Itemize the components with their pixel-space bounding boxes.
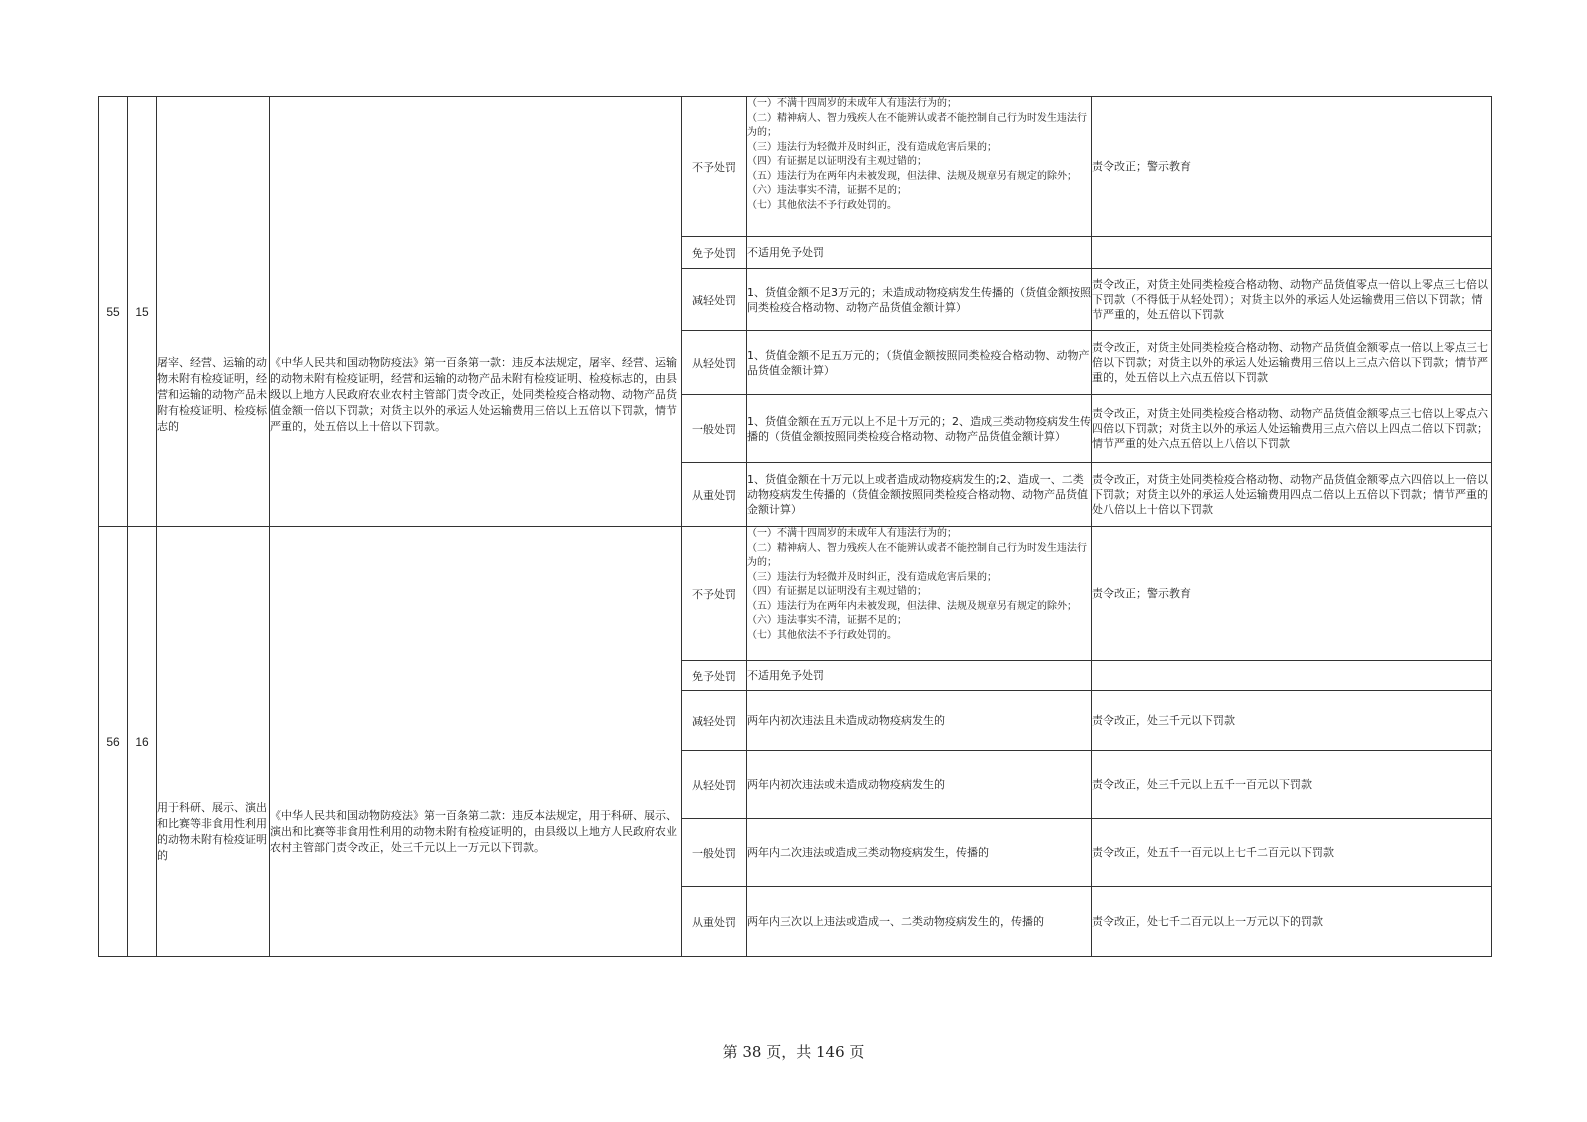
condition-cell: 1、货值金额在十万元以上或者造成动物疫病发生的;2、造成一、二类动物疫病发生传播的（货值金额按照同类检疫合格动物、动物产品货值金额计算） — [747, 463, 1092, 527]
condition-cell: 不适用免予处罚 — [747, 661, 1092, 691]
condition-cell: 两年内二次违法或造成三类动物疫病发生，传播的 — [747, 819, 1092, 887]
violation-name — [157, 97, 270, 527]
sub-number: 16 — [128, 527, 157, 957]
condition-line: （五）违法行为在两年内未被发现，但法律、法规及规章另有规定的除外； — [747, 170, 1077, 182]
violation-name-text: 用于科研、展示、演出和比赛等非食用性利用的动物未附有检疫证明的 — [157, 800, 267, 862]
penalty-cell: 责令改正，处三千元以上五千一百元以下罚款 — [1092, 751, 1492, 819]
level-label: 从重处罚 — [682, 463, 747, 527]
level-label: 一般处罚 — [682, 395, 747, 463]
condition-cell: 两年内初次违法或未造成动物疫病发生的 — [747, 751, 1092, 819]
condition-line: （七）其他依法不予行政处罚的。 — [747, 629, 897, 641]
condition-line: （三）违法行为轻微并及时纠正，没有造成危害后果的； — [747, 571, 997, 583]
condition-cell: 两年内三次以上违法或造成一、二类动物疫病发生的，传播的 — [747, 887, 1092, 957]
condition-line: （一）不满十四周岁的未成年人有违法行为的； — [747, 528, 957, 539]
level-label: 减轻处罚 — [682, 691, 747, 751]
condition-line: （二）精神病人、智力残疾人在不能辨认或者不能控制自己行为时发生违法行为的； — [747, 542, 1087, 568]
level-label: 不予处罚 — [682, 527, 747, 661]
legal-basis — [270, 97, 682, 527]
penalty-cell — [1092, 237, 1492, 269]
seq-number: 56 — [99, 527, 128, 957]
page-footer: 第 38 页，共 146 页 — [722, 1043, 865, 1061]
condition-line: （五）违法行为在两年内未被发现，但法律、法规及规章另有规定的除外； — [747, 600, 1077, 612]
level-label: 减轻处罚 — [682, 269, 747, 331]
seq-number: 55 — [99, 97, 128, 527]
table-row — [99, 97, 1492, 237]
condition-cell: 1、货值金额不足3万元的；未造成动物疫病发生传播的（货值金额按照同类检疫合格动物、动物产品货值金额计算） — [747, 269, 1092, 331]
legal-basis-text: 《中华人民共和国动物防疫法》第一百条第二款：违反本法规定，用于科研、展示、演出和比赛等非食用性利用的动物未附有检疫证明的，由县级以上地方人民政府农业农村主管部门责令改正，处三千元以上一万元以下罚款。 — [270, 808, 677, 854]
legal-basis — [270, 527, 682, 957]
penalty-cell: 责令改正，处三千元以下罚款 — [1092, 691, 1492, 751]
level-label: 免予处罚 — [682, 237, 747, 269]
penalty-cell: 责令改正；警示教育 — [1092, 527, 1492, 661]
level-label: 一般处罚 — [682, 819, 747, 887]
level-label: 不予处罚 — [682, 97, 747, 237]
level-label: 从重处罚 — [682, 887, 747, 957]
condition-line: （二）精神病人、智力残疾人在不能辨认或者不能控制自己行为时发生违法行为的； — [747, 112, 1087, 138]
penalty-cell: 责令改正；警示教育 — [1092, 97, 1492, 237]
condition-cell: 1、货值金额在五万元以上不足十万元的；2、造成三类动物疫病发生传播的（货值金额按照同类检疫合格动物、动物产品货值金额计算） — [747, 395, 1092, 463]
level-label: 免予处罚 — [682, 661, 747, 691]
condition-line: （六）违法事实不清，证据不足的； — [747, 615, 907, 626]
condition-line: （七）其他依法不予行政处罚的。 — [747, 199, 897, 211]
condition-cell — [747, 97, 1092, 237]
penalty-cell: 责令改正，处五千一百元以上七千二百元以下罚款 — [1092, 819, 1492, 887]
sub-number: 15 — [128, 97, 157, 527]
condition-cell: 不适用免予处罚 — [747, 237, 1092, 269]
penalty-cell: 责令改正，对货主处同类检疫合格动物、动物产品货值金额零点三七倍以上零点六四倍以下罚款；对货主以外的承运人处运输费用三点六倍以上四点二倍以下罚款；情节严重的处六点五倍以上八倍以下罚款 — [1092, 395, 1492, 463]
penalty-cell: 责令改正，对货主处同类检疫合格动物、动物产品货值金额零点六四倍以上一倍以下罚款；对货主以外的承运人处运输费用四点二倍以上五倍以下罚款；情节严重的处八倍以上十倍以下罚款 — [1092, 463, 1492, 527]
penalty-table — [98, 96, 1492, 957]
condition-cell — [747, 527, 1092, 661]
condition-line: （四）有证据足以证明没有主观过错的； — [747, 156, 927, 167]
penalty-cell: 责令改正，对货主处同类检疫合格动物、动物产品货值零点一倍以上零点三七倍以下罚款（不得低于从轻处罚）；对货主以外的承运人处运输费用三倍以下罚款；情节严重的，处五倍以下罚款 — [1092, 269, 1492, 331]
penalty-cell: 责令改正，对货主处同类检疫合格动物、动物产品货值金额零点一倍以上零点三七倍以下罚款；对货主以外的承运人处运输费用三倍以上三点六倍以下罚款；情节严重的，处五倍以上六点五倍以下罚款 — [1092, 331, 1492, 395]
penalty-cell — [1092, 661, 1492, 691]
condition-cell: 两年内初次违法且未造成动物疫病发生的 — [747, 691, 1092, 751]
level-label: 从轻处罚 — [682, 331, 747, 395]
violation-name-text: 屠宰、经营、运输的动物未附有检疫证明，经营和运输的动物产品未附有检疫证明、检疫标志的 — [157, 355, 267, 433]
condition-line: （四）有证据足以证明没有主观过错的； — [747, 586, 927, 597]
condition-line: （一）不满十四周岁的未成年人有违法行为的； — [747, 98, 957, 109]
condition-line: （三）违法行为轻微并及时纠正，没有造成危害后果的； — [747, 141, 997, 153]
penalty-cell: 责令改正，处七千二百元以上一万元以下的罚款 — [1092, 887, 1492, 957]
legal-basis-text: 《中华人民共和国动物防疫法》第一百条第一款：违反本法规定，屠宰、经营、运输的动物未附有检疫证明，经营和运输的动物产品未附有检疫证明、检疫标志的，由县级以上地方人民政府农业农村主管部门责令改正，处同类检疫合格动物、动物产品货值金额一倍以下罚款；对货主以外的承运人处运输费用三倍以上五倍以下罚款，情节严重的，处五倍以上十倍以下罚款。 — [270, 355, 677, 433]
condition-line: （六）违法事实不清，证据不足的； — [747, 185, 907, 196]
condition-cell: 1、货值金额不足五万元的；（货值金额按照同类检疫合格动物、动物产品货值金额计算） — [747, 331, 1092, 395]
violation-name — [157, 527, 270, 957]
table-row — [99, 527, 1492, 661]
level-label: 从轻处罚 — [682, 751, 747, 819]
